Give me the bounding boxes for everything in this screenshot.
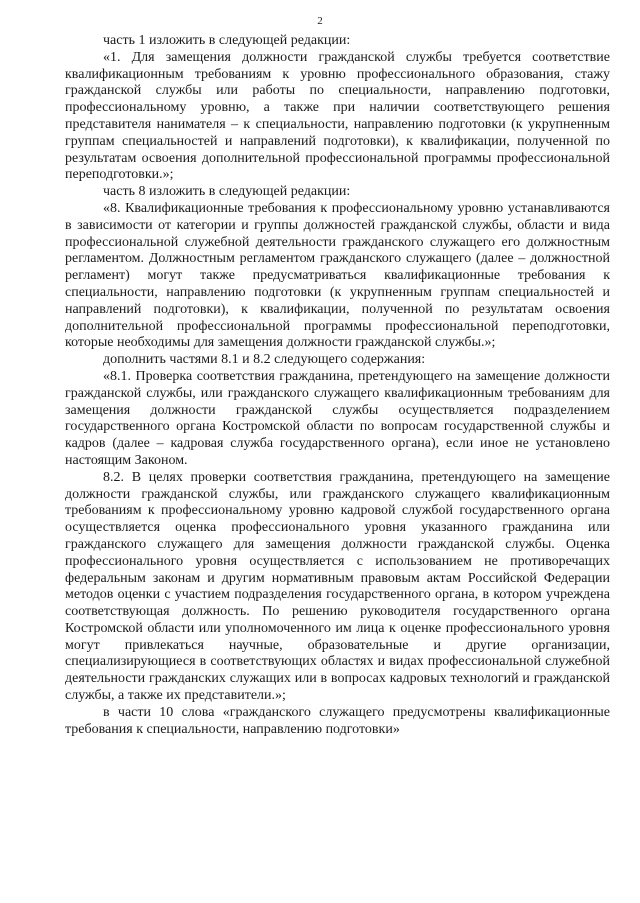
paragraph-parts-8-1-8-2-intro: дополнить частями 8.1 и 8.2 следующего содержания:	[103, 352, 426, 368]
paragraph-part1-text: «1. Для замещения должности гражданской службы требуется соответствие квалификационным требованиям к уровню профессионального образования, стажу гражданской службы или работы по специальности, направлению подготовки, профессиональному уровню, а также при наличии соответствующего решения представителя нанимателя – к специальности, направлению подготовки (к укрупненным группам специальностей и направлений подготовки), к квалификации, полученной по результатам освоения дополнительной профессиональной программы профессиональной переподготовки.»;	[65, 49, 610, 183]
paragraph-part8-1-text: «8.1. Проверка соответствия гражданина, претендующего на замещение должности гражданской службы, или гражданского служащего квалификационным требованиям для замещения должности гражданской службы осуществляется подразделением государственного органа Костромской области по вопросам государственной службы и кадров (далее – кадровая служба государственного органа), если иное не установлено настоящим Законом.	[65, 368, 610, 468]
paragraph-part8-intro: часть 8 изложить в следующей редакции:	[103, 184, 351, 200]
paragraph-part8-text: «8. Квалификационные требования к профессиональному уровню устанавливаются в зависимости от категории и группы должностей гражданской службы, области и вида профессиональной служебной деятельности гражданского служащего его должностным регламентом. Должностным регламентом гражданского служащего (далее – должностной регламент) могут также предусматриваться квалификационные требования к специальности, направлению подготовки (к укрупненным группам специальностей и направлений подготовки), к квалификации, полученной по результатам освоения дополнительной профессиональной программы профессиональной переподготовки, которые необходимы для замещения должности гражданской службы.»;	[65, 200, 610, 351]
document-body	[65, 33, 610, 738]
paragraph-part8-2-text: 8.2. В целях проверки соответствия гражданина, претендующего на замещение должности гражданской службы, или гражданского служащего квалификационным требованиям к профессиональному уровню кадровой службой государственного органа осуществляется оценка профессионального уровня указанного гражданина или гражданского служащего для замещения должности гражданской службы. Оценка профессионального уровня осуществляется с использованием не противоречащих федеральным законам и другим нормативным правовым актам Российской Федерации методов оценки с участием подразделения государственного органа, в котором учреждена соответствующая должность. По решению руководителя государственного органа Костромской области или уполномоченного им лица к оценке профессионального уровня могут привлекаться научные, образовательные и другие организации, специализирующиеся в соответствующих областях и видах профессиональной служебной деятельности гражданских служащих или в вопросах кадровых технологий и гражданской службы, а также их представители.»;	[65, 469, 610, 704]
page-number: 2	[317, 15, 323, 27]
paragraph-part10-text: в части 10 слова «гражданского служащего предусмотрены квалификационные требования к специальности, направлению подготовки»	[65, 704, 610, 737]
paragraph-part1-intro: часть 1 изложить в следующей редакции:	[103, 33, 351, 48]
